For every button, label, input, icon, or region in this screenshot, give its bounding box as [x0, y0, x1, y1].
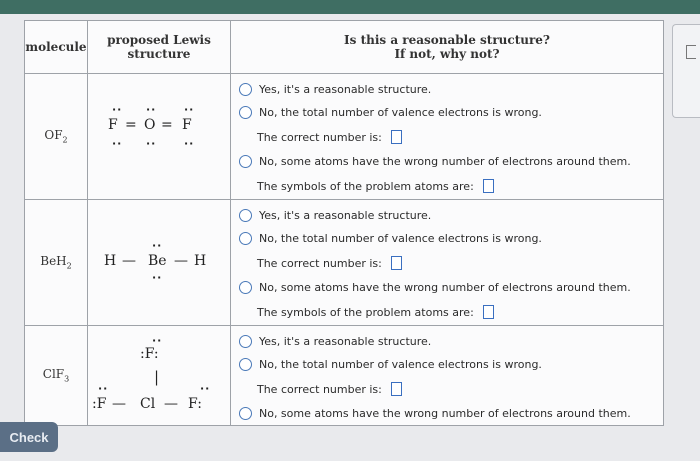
- option-atoms-wrong[interactable]: [239, 402, 653, 425]
- atom: :F: [91, 396, 107, 412]
- option-yes[interactable]: [239, 204, 653, 227]
- option-label: Yes, it's a reasonable structure.: [258, 335, 432, 348]
- answer-cell: [230, 326, 663, 426]
- lewis-structure: ·· :F: | ·· ·· :F — Cl — F:: [91, 334, 211, 412]
- header-molecule: molecule: [25, 21, 88, 74]
- correct-number-label: The correct number is:: [256, 382, 382, 396]
- atom: F: [107, 116, 118, 133]
- lewis-cell: [87, 200, 230, 326]
- radio-button[interactable]: [239, 407, 252, 420]
- option-valence-wrong[interactable]: [239, 227, 653, 250]
- atom: Be: [147, 252, 167, 269]
- option-label: No, the total number of valence electrons is wrong.: [258, 106, 542, 119]
- header-lewis-line2: structure: [127, 47, 191, 61]
- correct-number-label: The correct number is:: [256, 256, 382, 270]
- problem-atoms-row: [239, 299, 653, 325]
- molecule-subscript: 3: [64, 374, 70, 384]
- bond-vertical: |: [153, 368, 160, 386]
- option-yes[interactable]: [239, 78, 653, 101]
- molecule-formula: ClF: [42, 367, 65, 382]
- problem-atoms-row: [239, 173, 653, 199]
- check-button[interactable]: Check: [0, 422, 58, 452]
- header-lewis: [87, 21, 230, 74]
- radio-button[interactable]: [239, 281, 252, 294]
- correct-number-row: [239, 250, 653, 276]
- option-label: No, some atoms have the wrong number of electrons around them.: [258, 281, 631, 294]
- bond: =: [124, 116, 137, 133]
- radio-button[interactable]: [239, 335, 252, 348]
- bond: —: [111, 396, 126, 412]
- correct-number-row: [239, 124, 653, 150]
- correct-number-label: The correct number is:: [256, 130, 382, 144]
- atom: :F:: [139, 346, 159, 362]
- lewis-cell: [87, 74, 230, 200]
- correct-number-input[interactable]: [391, 382, 402, 396]
- panel-icon: [686, 45, 696, 59]
- molecule-cell: [25, 200, 88, 326]
- option-label: No, the total number of valence electrons is wrong.: [258, 358, 542, 371]
- molecule-formula: OF: [44, 128, 63, 143]
- radio-button[interactable]: [239, 358, 252, 371]
- table-row: [25, 326, 664, 426]
- correct-number-input[interactable]: [391, 256, 402, 270]
- option-atoms-wrong[interactable]: [239, 150, 653, 173]
- lewis-cell: [87, 326, 230, 426]
- header-question-line2: If not, why not?: [394, 47, 500, 61]
- molecule-cell: [25, 326, 88, 426]
- table-row: [25, 200, 664, 326]
- atom: H: [193, 252, 207, 269]
- option-label: No, some atoms have the wrong number of electrons around them.: [258, 407, 631, 420]
- option-valence-wrong[interactable]: [239, 353, 653, 376]
- option-yes[interactable]: [239, 330, 653, 353]
- option-label: Yes, it's a reasonable structure.: [258, 83, 432, 96]
- header-lewis-line1: proposed Lewis: [107, 33, 211, 47]
- molecule-cell: [25, 74, 88, 200]
- top-bar: [0, 0, 700, 14]
- molecule-subscript: 2: [66, 261, 72, 271]
- answer-cell: [230, 74, 663, 200]
- lewis-structure: ·· ·· ·· F = O = F ·· ·· ··: [107, 102, 195, 150]
- atom: F:: [187, 396, 202, 412]
- bond: —: [121, 252, 136, 269]
- correct-number-input[interactable]: [391, 130, 402, 144]
- bond: —: [173, 252, 188, 269]
- problem-atoms-label: The symbols of the problem atoms are:: [256, 305, 474, 319]
- radio-button[interactable]: [239, 232, 252, 245]
- problem-atoms-input[interactable]: [483, 305, 494, 319]
- header-question-line1: Is this a reasonable structure?: [344, 33, 550, 47]
- correct-number-row: [239, 376, 653, 402]
- option-atoms-wrong[interactable]: [239, 276, 653, 299]
- atom: O: [143, 116, 156, 133]
- bond: =: [160, 116, 173, 133]
- radio-button[interactable]: [239, 155, 252, 168]
- radio-button[interactable]: [239, 83, 252, 96]
- bond: —: [163, 396, 178, 412]
- option-label: No, the total number of valence electrons is wrong.: [258, 232, 542, 245]
- lewis-structure-table: [24, 20, 664, 426]
- option-label: Yes, it's a reasonable structure.: [258, 209, 432, 222]
- problem-atoms-label: The symbols of the problem atoms are:: [256, 179, 474, 193]
- answer-cell: [230, 200, 663, 326]
- atom: H: [103, 252, 117, 269]
- table-row: [25, 74, 664, 200]
- radio-button[interactable]: [239, 106, 252, 119]
- option-label: No, some atoms have the wrong number of electrons around them.: [258, 155, 631, 168]
- radio-button[interactable]: [239, 209, 252, 222]
- side-panel-tab[interactable]: [672, 24, 700, 118]
- option-valence-wrong[interactable]: [239, 101, 653, 124]
- molecule-formula: BeH: [40, 254, 67, 269]
- atom: Cl: [139, 396, 156, 412]
- problem-atoms-input[interactable]: [483, 179, 494, 193]
- header-question: [230, 21, 663, 74]
- lewis-structure: ·· H — Be — H ··: [103, 238, 207, 284]
- molecule-subscript: 2: [62, 135, 68, 145]
- atom: F: [181, 116, 192, 133]
